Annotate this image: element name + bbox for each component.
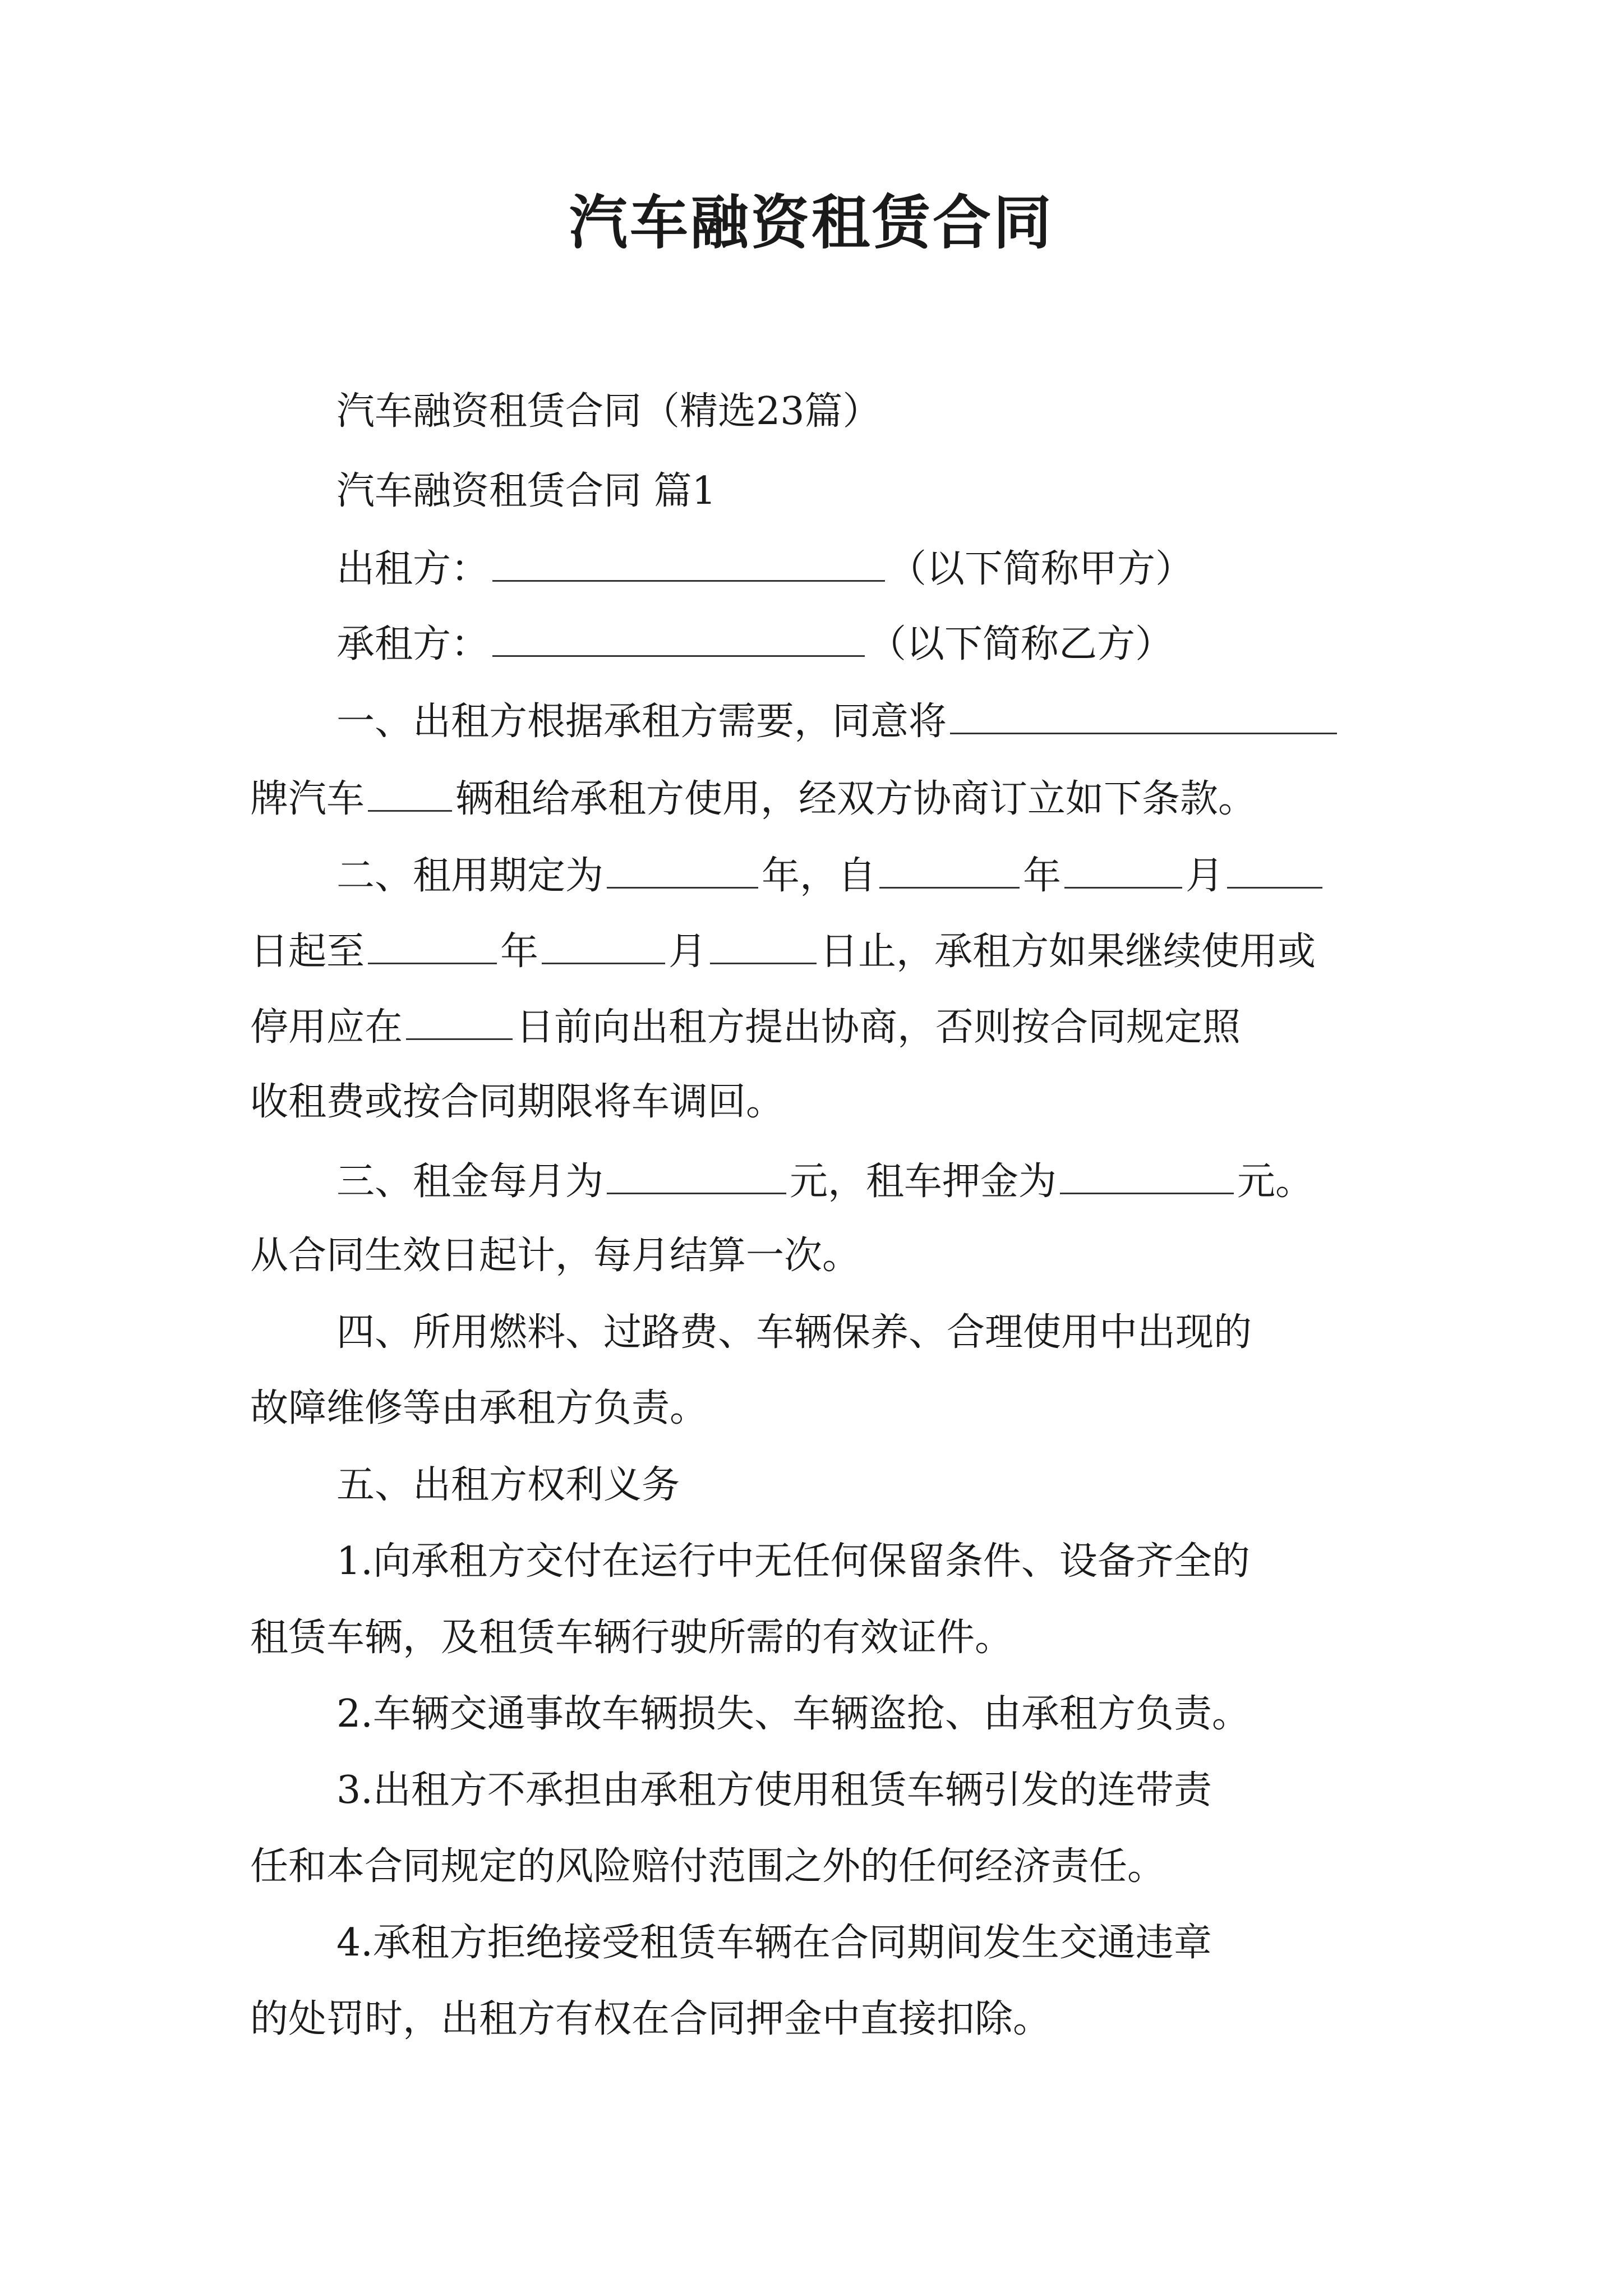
item-1-line-a: 1.向承租方交付在运行中无任何保留条件、设备齐全的 [336,1539,1250,1584]
clause-5-heading: 五、出租方权利义务 [336,1463,680,1507]
item-3-line-a: 3.出租方不承担由承租方使用租赁车辆引发的连带责 [336,1768,1212,1812]
section-heading: 汽车融资租赁合同 篇1 [336,469,716,513]
clause-2-text-c1: 停用应在 [250,1005,403,1050]
lessee-name-blank[interactable] [492,624,865,657]
clause-1-text: 一、出租方根据承租方需要，同意将 [336,700,947,744]
clause-4-line-a: 四、所用燃料、过路费、车辆保养、合理使用中出现的 [336,1310,1252,1355]
item-4-line-a: 4.承租方拒绝接受租赁车辆在合同期间发生交通违章 [336,1921,1212,1965]
item-2-line: 2.车辆交通事故车辆损失、车辆盗抢、由承租方负责。 [336,1692,1250,1736]
deposit-amount-blank[interactable] [1060,1161,1234,1194]
clause-2-text-a4: 月 [1186,854,1224,898]
item-4-line-b: 的处罚时，出租方有权在合同押金中直接扣除。 [250,1997,1052,2041]
clause-2-text-c2: 日前向出租方提出协商，否则按合同规定照 [516,1005,1241,1050]
clause-2-text-b2: 年 [500,930,539,974]
clause-2-text-b4: 日止，承租方如果继续使用或 [820,930,1316,974]
clause-1-line-a [336,700,1340,744]
monthly-rent-blank[interactable] [607,1161,786,1194]
clause-3-line-b: 从合同生效日起计，每月结算一次。 [250,1234,861,1278]
car-count-blank[interactable] [368,779,452,812]
lessor-name-blank[interactable] [492,549,885,582]
end-month-blank[interactable] [542,931,665,964]
lessee-suffix: （以下简称乙方） [868,622,1174,666]
document-subtitle: 汽车融资租赁合同（精选23篇） [336,389,881,434]
start-month-blank[interactable] [1064,855,1182,889]
clause-2-text-a2: 年，自 [762,854,877,898]
clause-2-text-a3: 年 [1023,854,1062,898]
lessor-suffix: （以下简称甲方） [888,547,1194,591]
clause-3-text-a3: 元。 [1237,1159,1314,1204]
start-year-blank[interactable] [879,855,1020,889]
item-1-line-b: 租赁车辆，及租赁车辆行驶所需的有效证件。 [250,1616,1013,1660]
clause-1-line-b [250,777,1257,821]
lessor-label: 出租方： [336,547,490,591]
lease-term-years-blank[interactable] [607,855,758,889]
clause-3-text-a1: 三、租金每月为 [336,1159,604,1204]
item-3-line-b: 任和本合同规定的风险赔付范围之外的任何经济责任。 [250,1844,1166,1889]
start-day-blank[interactable] [1227,855,1322,889]
notice-days-blank[interactable] [406,1007,513,1040]
clause-2-line-d: 收租费或按合同期限将车调回。 [250,1080,785,1124]
lessee-label: 承租方： [336,622,490,666]
clause-2-line-a [336,854,1326,898]
lessee-line [336,624,1173,664]
end-day-blank[interactable] [710,931,817,964]
clause-2-line-b [250,930,1316,974]
lessor-line [336,547,1194,591]
end-year-blank[interactable] [368,931,497,964]
clause-4-line-b: 故障维修等由承租方负责。 [250,1386,708,1430]
clause-2-text-a1: 二、租用期定为 [336,854,604,898]
clause-2-text-b3: 月 [668,930,707,974]
car-brand-blank[interactable] [950,701,1337,734]
document-title: 汽车融资租赁合同 [569,188,1054,257]
clause-1-text-b2: 辆租给承租方使用，经双方协商订立如下条款。 [455,777,1257,821]
clause-3-text-a2: 元，租车押金为 [790,1159,1057,1204]
clause-3-line-a [336,1159,1314,1204]
clause-2-text-b1: 日起至 [250,930,365,974]
clause-1-text-b1: 牌汽车 [250,777,365,821]
clause-2-line-c [250,1005,1241,1050]
